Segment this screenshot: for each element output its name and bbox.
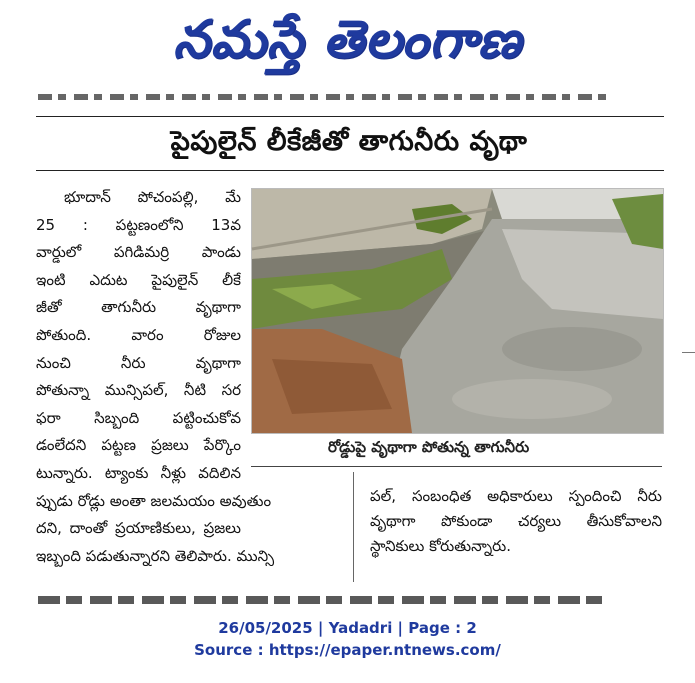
body-line: వార్డులో పగిడిమర్రి పాండు xyxy=(36,243,241,262)
body-line: ఫరా సిబ్బంది పట్టించుకోవ xyxy=(36,408,241,427)
divider xyxy=(251,466,662,467)
body-line: ఇంటి ఎదుట పైపులైన్ లీకే xyxy=(36,270,241,289)
body-line: టున్నారు. ట్యాంకు నీళ్లు వదిలిన xyxy=(36,463,241,482)
article-body-right xyxy=(370,484,662,559)
body-line: పల్, సంబంధిత అధికారులు స్పందించి నీరు xyxy=(370,487,662,505)
body-line: ప్పుడు రోడ్లు అంతా జలమయం అవుతుం xyxy=(36,491,272,510)
body-line: పోతుంది. వారం రోజుల xyxy=(36,325,241,344)
body-line: వృథాగా పోకుండా చర్యలు తీసుకోవాలని xyxy=(370,512,662,530)
divider xyxy=(36,116,664,117)
body-line: 25 : పట్టణంలోని 13వ xyxy=(36,215,241,234)
footer-date-edition: 26/05/2025 | Yadadri | Page : 2 xyxy=(218,619,477,637)
body-line: ఇబ్బంది పడుతున్నారని తెలిపారు. మున్సి xyxy=(36,546,275,565)
masthead-logo: నమస్తే తెలంగాణ xyxy=(173,10,522,70)
crop-mark xyxy=(682,352,695,353)
body-line: నుంచి నీరు వృథాగా xyxy=(36,353,241,372)
body-line: స్థానికులు కోరుతున్నారు. xyxy=(370,537,512,555)
footer-source-link[interactable]: Source : https://epaper.ntnews.com/ xyxy=(194,641,501,659)
column-divider xyxy=(353,472,354,582)
body-line: దని, దాంతో ప్రయాణికులు, ప్రజలు xyxy=(36,519,241,538)
photo-caption: రోడ్డుపై వృథాగా పోతున్న తాగునీరు xyxy=(328,438,530,456)
divider xyxy=(36,170,664,171)
cropped-text-top xyxy=(38,94,610,100)
body-line: భూదాన్ పోచంపల్లి, మే xyxy=(64,188,241,206)
body-line: పోతున్నా మున్సిపల్, నీటి సర xyxy=(36,381,241,400)
news-clipping xyxy=(28,88,670,608)
article-body-left xyxy=(36,184,275,570)
article-headline: పైపులైన్ లీకేజీతో తాగునీరు వృథా xyxy=(170,126,528,157)
body-line: డంలేదని పట్టణ ప్రజలు పేర్కొం xyxy=(36,436,241,455)
body-line: జీతో తాగునీరు వృథాగా xyxy=(36,298,241,317)
cropped-text-bottom xyxy=(38,596,610,604)
news-photo-leaking-road xyxy=(251,188,664,434)
